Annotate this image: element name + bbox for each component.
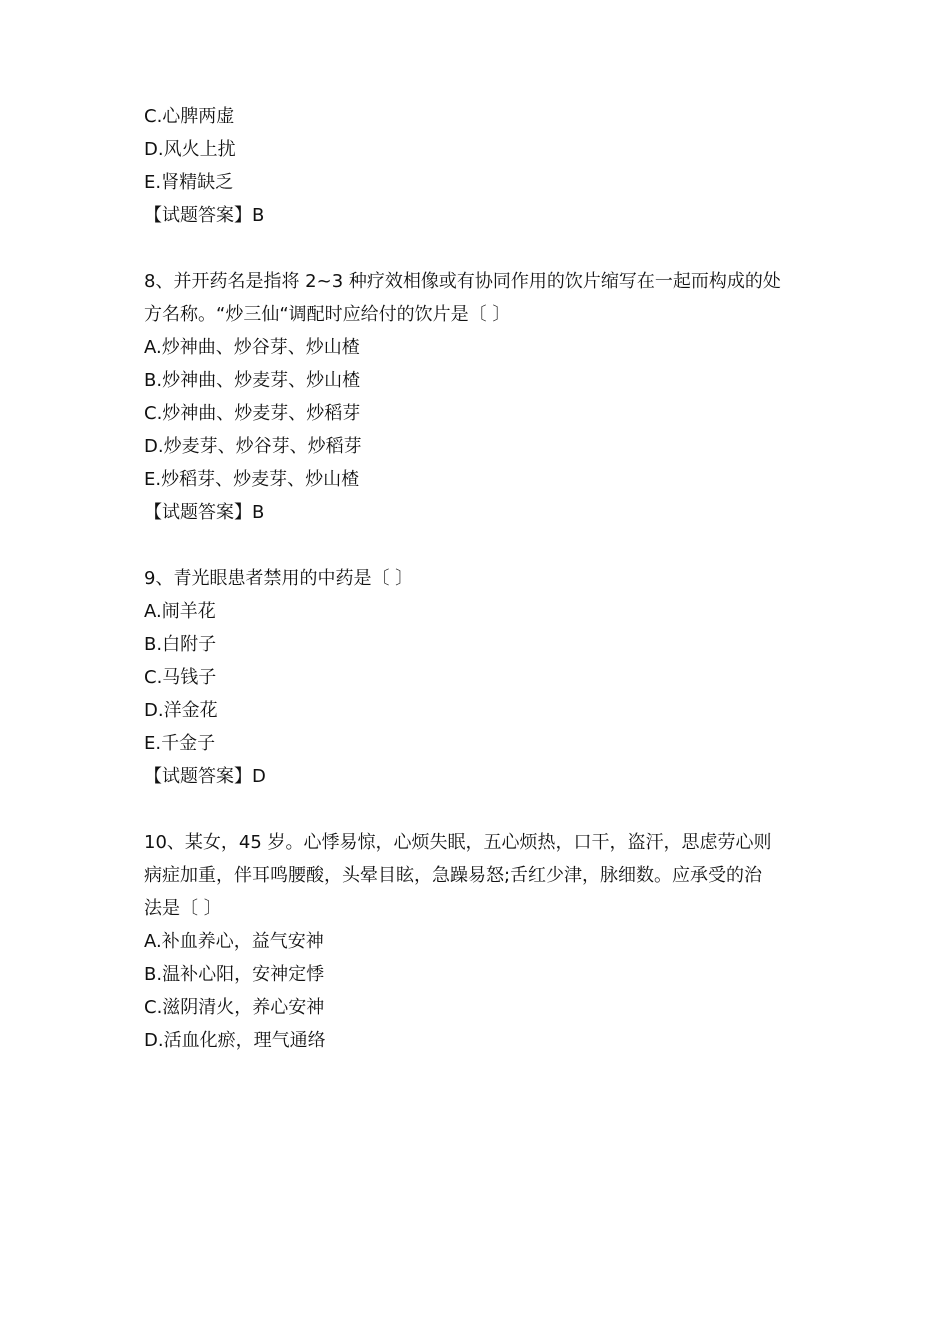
question-stem-line-1: 10、某女，45 岁。心悸易惊，心烦失眠，五心烦热，口干，盗汗，思虑劳心则 <box>144 832 772 853</box>
question-stem-line-2: 病症加重，伴耳鸣腰酸，头晕目眩，急躁易怒;舌红少津，脉细数。应承受的治 <box>144 865 763 886</box>
option-a: A.闹羊花 <box>144 601 216 622</box>
option-b: B.温补心阳，安神定悸 <box>144 964 325 985</box>
option-b: B.炒神曲、炒麦芽、炒山楂 <box>144 370 361 391</box>
option-c: C.马钱子 <box>144 667 217 688</box>
question-8 <box>144 265 814 529</box>
option-d: D.炒麦芽、炒谷芽、炒稻芽 <box>144 436 362 457</box>
option-c: C.滋阴清火，养心安神 <box>144 997 325 1018</box>
answer-line: 【试题答案】B <box>144 502 265 523</box>
document-content <box>144 100 814 1057</box>
question-10 <box>144 826 814 1057</box>
spacer <box>144 793 814 826</box>
answer-line: 【试题答案】B <box>144 205 265 226</box>
option-e: E.炒稻芽、炒麦芽、炒山楂 <box>144 469 360 490</box>
option-a: A.炒神曲、炒谷芽、炒山楂 <box>144 337 360 358</box>
option-d: D.洋金花 <box>144 700 218 721</box>
option-e: E.千金子 <box>144 733 216 754</box>
question-7-tail <box>144 100 814 232</box>
question-stem-line-3: 法是〔 〕 <box>144 898 222 919</box>
question-stem-line-1: 9、青光眼患者禁用的中药是〔 〕 <box>144 568 414 589</box>
question-stem-line-2: 方名称。“炒三仙“调配时应给付的饮片是〔 〕 <box>144 304 511 325</box>
option-e: E.肾精缺乏 <box>144 172 234 193</box>
question-stem-line-1: 8、并开药名是指将 2~3 种疗效相像或有协同作用的饮片缩写在一起而构成的处 <box>144 271 781 292</box>
option-c: C.心脾两虚 <box>144 106 235 127</box>
option-c: C.炒神曲、炒麦芽、炒稻芽 <box>144 403 361 424</box>
answer-line: 【试题答案】D <box>144 766 266 787</box>
option-b: B.白附子 <box>144 634 217 655</box>
option-d: D.活血化瘀，理气通络 <box>144 1030 326 1051</box>
spacer <box>144 232 814 265</box>
question-9 <box>144 562 814 793</box>
spacer <box>144 529 814 562</box>
option-d: D.风火上扰 <box>144 139 236 160</box>
option-a: A.补血养心，益气安神 <box>144 931 324 952</box>
